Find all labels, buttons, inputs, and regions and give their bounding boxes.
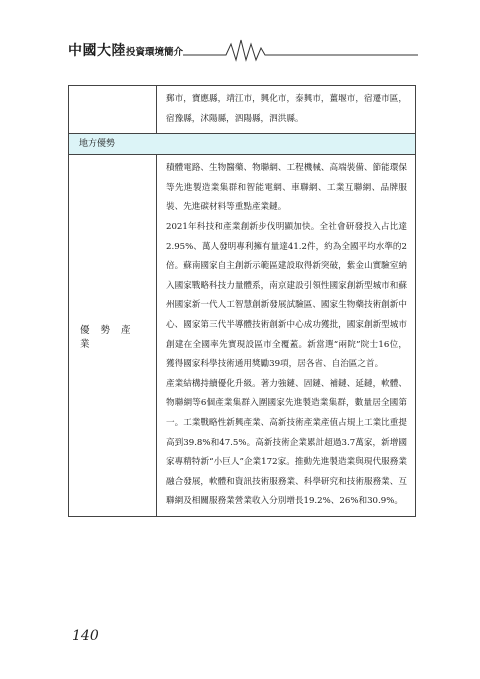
row-label [69,86,157,133]
row-content [157,86,415,133]
row-label-advantage-industries: 優勢產業 [69,155,157,516]
table-row [69,154,415,516]
header-title-main: 中國大陸 [68,43,126,59]
table-row [69,86,415,133]
content-paragraph: 積體電路、生物醫藥、物聯網、工程機械、高端裝備、節能環保等先進製造業集群和智能電網、車聯網、工業互聯網、品牌服裝、先進碳材料等重點產業鏈。 [166,163,407,213]
page-number: 140 [72,628,99,644]
row-content [157,155,415,516]
section-heading-row [69,133,415,154]
content-paragraph: 產業結構持續優化升級。著力強鏈、固鏈、補鏈、延鏈，軟體、物聯網等6個產業集群入圍國家先進製造業集群，數量居全國第一。工業戰略性新興產業、高新技術產業產值占規上工業比重提高到39.8%和47.5%。高新技術企業累計超過3.7萬家，新增國家專精特新“小巨人”企業172家。推動先進製造業與現代服務業融合發展，軟體和資訊技術服務業、科學研究和技術服務業、互聯網及相關服務業營業收入分別增長19.2%、26%和30.9%。 [166,378,407,507]
header-title-sub: 投資環境簡介 [126,47,184,58]
info-table [68,85,416,517]
header-wave-rule [68,38,418,62]
content-paragraph: 郵市，寶應縣，靖江市，興化市，泰興市，薑堰市，宿遷市區，宿豫縣，沭陽縣，泗陽縣，泗洪縣。 [166,94,407,124]
section-heading: 地方優勢 [79,139,116,150]
content-paragraph: 2021年科技和產業創新步伐明顯加快。全社會研發投入占比達2.95%、萬人發明專利擁有量達41.2件，約為全國平均水準的2倍。蘇南國家自主創新示範區建設取得新突破，紫金山實驗室納入國家戰略科技力量體系，南京建設引領性國家創新型城市和蘇州國家新一代人工智慧創新發展試驗區、國家生物藥技術創新中心、國家第三代半導體技術創新中心成功獲批，國家創新型城市創建在全國率先實現設區市全覆蓋。新當選“兩院”院士16位，獲得國家科學技術通用獎勵39項，居各省、自治區之首。 [166,221,407,370]
running-header [68,38,418,62]
